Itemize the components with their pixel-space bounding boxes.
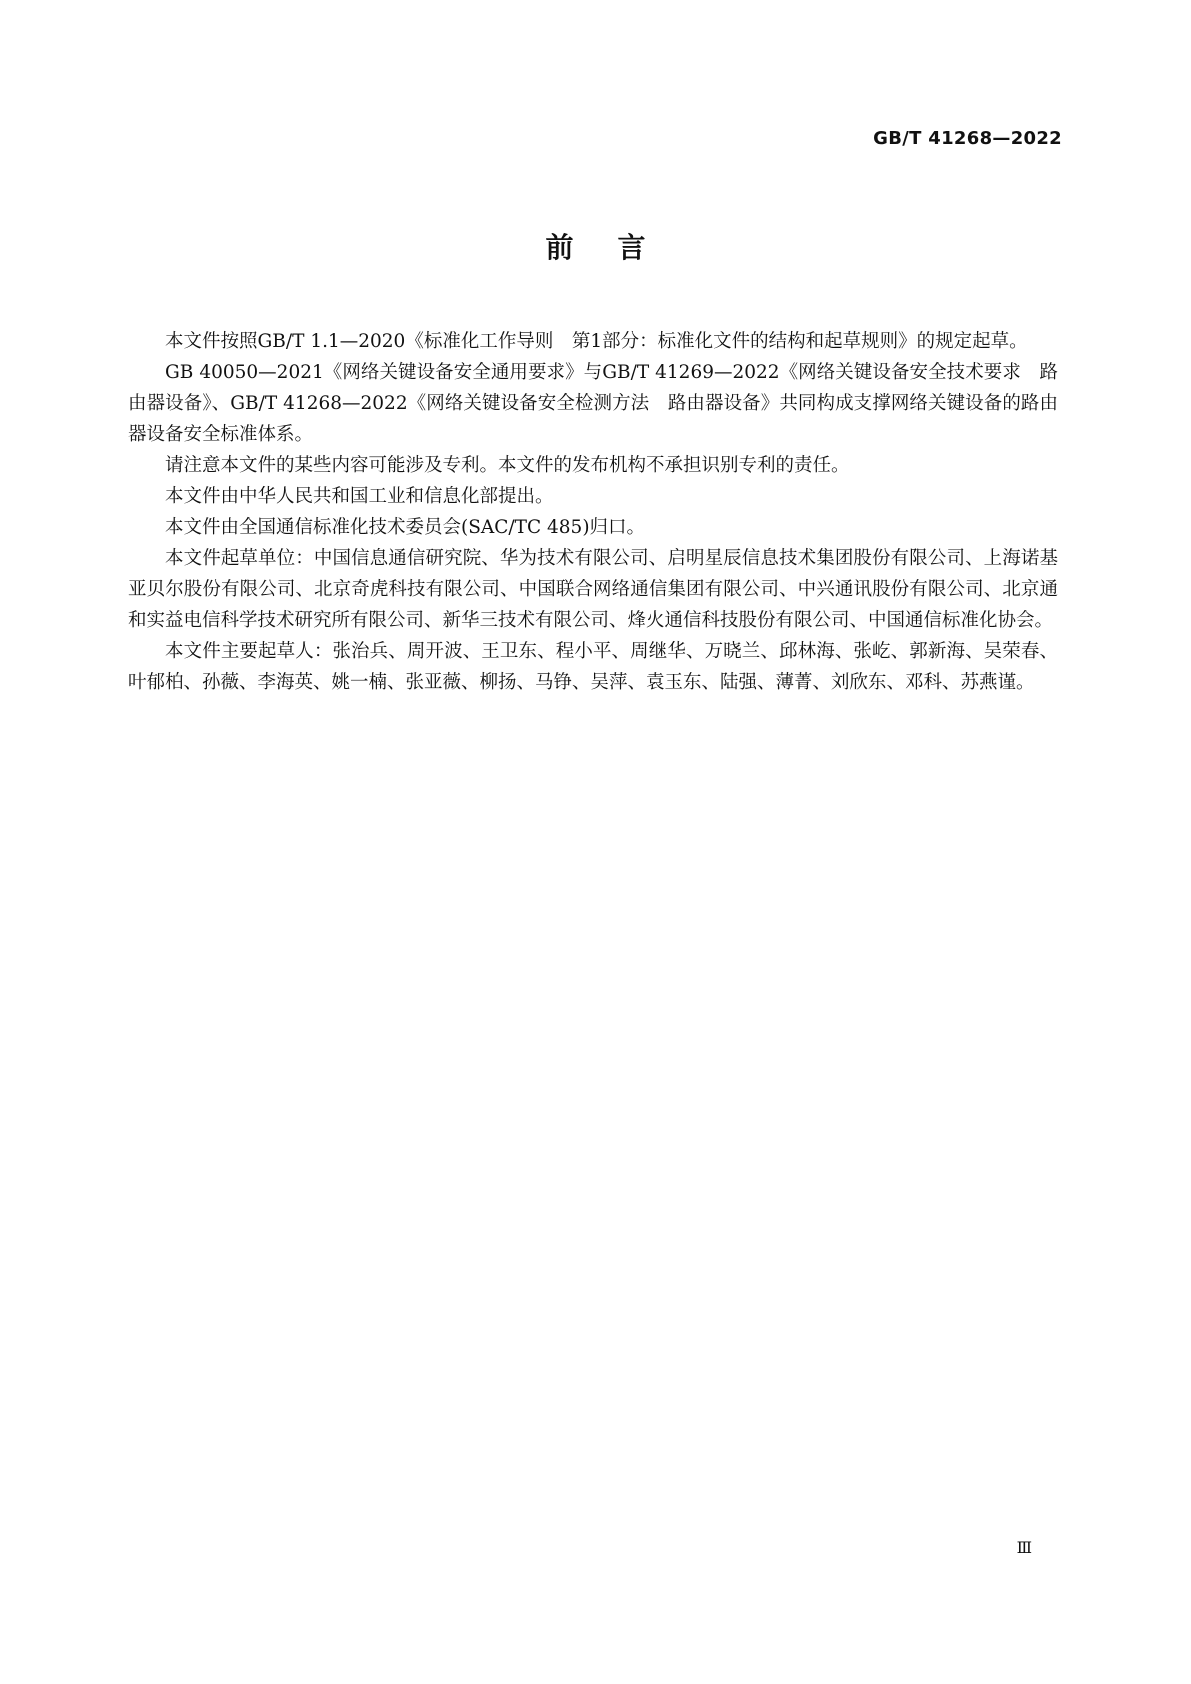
paragraph-proposer: 本文件由中华人民共和国工业和信息化部提出。 (165, 486, 554, 507)
page-number: Ⅲ (1016, 1538, 1032, 1557)
standard-number: GB/T 41268—2022 (873, 128, 1062, 149)
paragraph-standard-system: GB 40050—2021《网络关键设备安全通用要求》与GB/T 41269—2022《网络关键设备安全技术要求 路由器设备》、GB/T 41268—2022《网络关键设备安全检测方法 路由器设备》共同构成支撑网络关键设备的路由器设备安全标准体系。 (128, 362, 1058, 445)
paragraph-drafting-organizations: 本文件起草单位：中国信息通信研究院、华为技术有限公司、启明星辰信息技术集团股份有限公司、上海诺基亚贝尔股份有限公司、北京奇虎科技有限公司、中国联合网络通信集团有限公司、中兴通讯股份有限公司、北京通和实益电信科学技术研究所有限公司、新华三技术有限公司、烽火通信科技股份有限公司、中国通信标准化协会。 (128, 548, 1058, 631)
page-title: 前言 (545, 231, 690, 264)
paragraph-drafting-rules: 本文件按照GB/T 1.1—2020《标准化工作导则 第1部分：标准化文件的结构和起草规则》的规定起草。 (165, 331, 1028, 352)
paragraph-drafters: 本文件主要起草人：张治兵、周开波、王卫东、程小平、周继华、万晓兰、邱林海、张屹、郭新海、吴荣春、叶郁柏、孙薇、李海英、姚一楠、张亚薇、柳扬、马铮、吴萍、袁玉东、陆强、薄菁、刘欣东、邓科、苏燕谨。 (128, 641, 1058, 693)
foreword-body (128, 326, 1058, 698)
paragraph-patent-notice: 请注意本文件的某些内容可能涉及专利。本文件的发布机构不承担识别专利的责任。 (165, 455, 850, 476)
paragraph-technical-committee: 本文件由全国通信标准化技术委员会(SAC/TC 485)归口。 (165, 517, 646, 538)
